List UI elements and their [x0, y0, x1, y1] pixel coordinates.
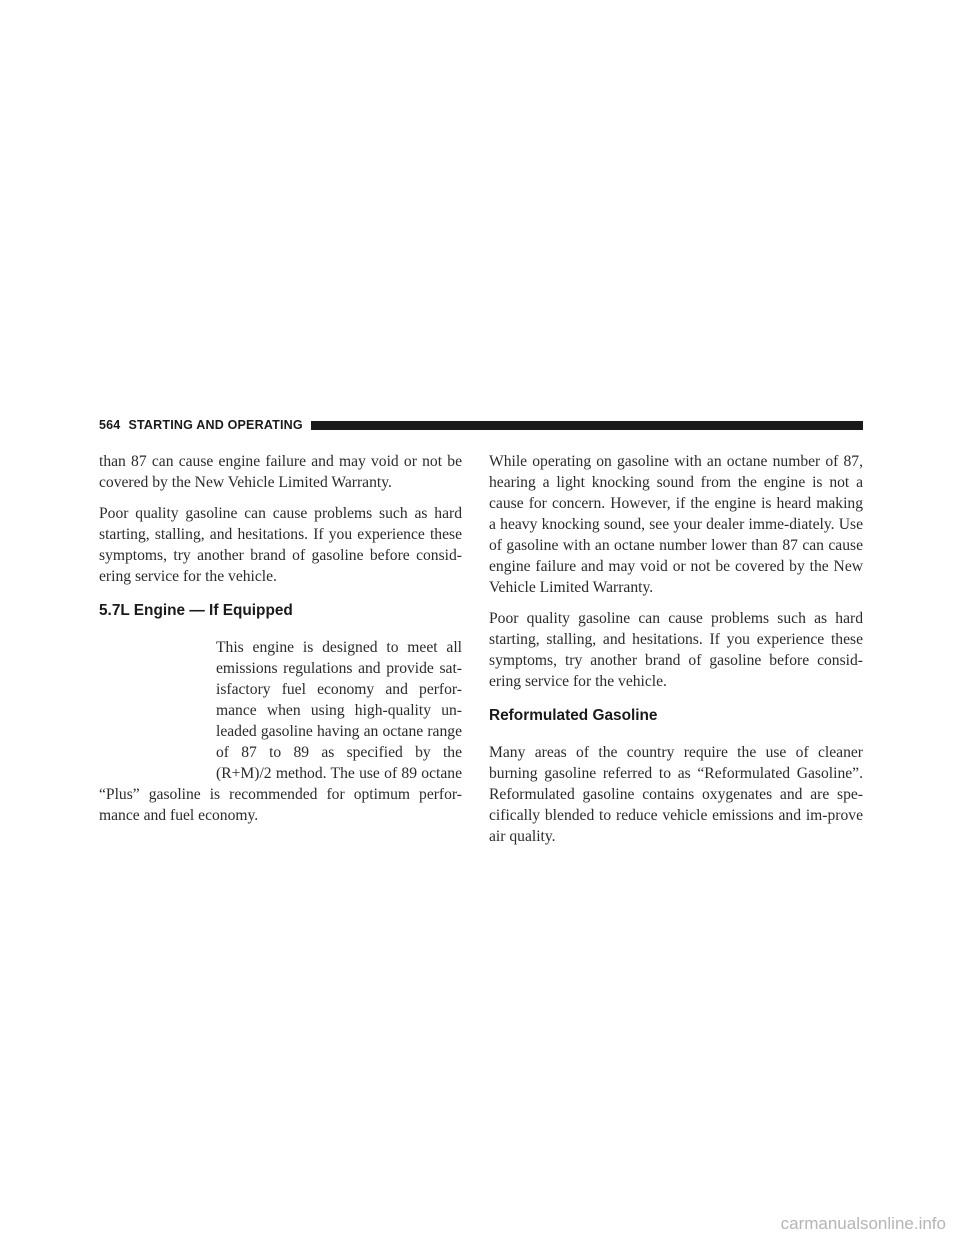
right-paragraph-3: Many areas of the country require the use of cleaner burning gasoline referred to as “Reformulated Gasoline”. Reformulated gasoline contains oxygenates and are spe-cifically blended to reduce vehicle emissions and im-prove air quality.: [489, 744, 863, 845]
left-paragraph-2: Poor quality gasoline can cause problems such as hard starting, stalling, and hesitations. If you experience these symptoms, try another brand of gasoline before consid-ering service for the vehicle.: [99, 505, 462, 585]
right-column: [489, 451, 863, 857]
page-header: [99, 417, 863, 433]
watermark-link[interactable]: carmanualsonline.info: [780, 1214, 946, 1233]
section-title: STARTING AND OPERATING: [128, 418, 303, 432]
right-paragraph-2: Poor quality gasoline can cause problems such as hard starting, stalling, and hesitations. If you experience these symptoms, try another brand of gasoline before consid-ering service for the vehicle.: [489, 610, 863, 690]
engine-heading: 5.7L Engine — If Equipped: [99, 602, 293, 619]
page-number: 564: [99, 418, 121, 432]
header-rule: [311, 421, 863, 430]
left-paragraph-3: This engine is designed to meet all emissions regulations and provide sat-isfactory fuel economy and perfor-mance when using high-quality un-leaded gasoline having an octane range of 87 to 89 as specified by the (R+M)/2 method. The use of 89 octane “Plus” gasoline is recommended for optimum perfor-mance and fuel economy.: [99, 639, 462, 824]
reformulated-heading: Reformulated Gasoline: [489, 707, 658, 724]
engine-image-space: [99, 637, 216, 784]
left-paragraph-1: than 87 can cause engine failure and may void or not be covered by the New Vehicle Limited Warranty.: [99, 453, 462, 491]
right-paragraph-1: While operating on gasoline with an octane number of 87, hearing a light knocking sound from the engine is not a cause for concern. However, if the engine is heard making a heavy knocking sound, see your dealer imme-diately. Use of gasoline with an octane number lower than 87 can cause engine failure and may void or not be covered by the New Vehicle Limited Warranty.: [489, 453, 863, 596]
left-column: [99, 451, 462, 836]
